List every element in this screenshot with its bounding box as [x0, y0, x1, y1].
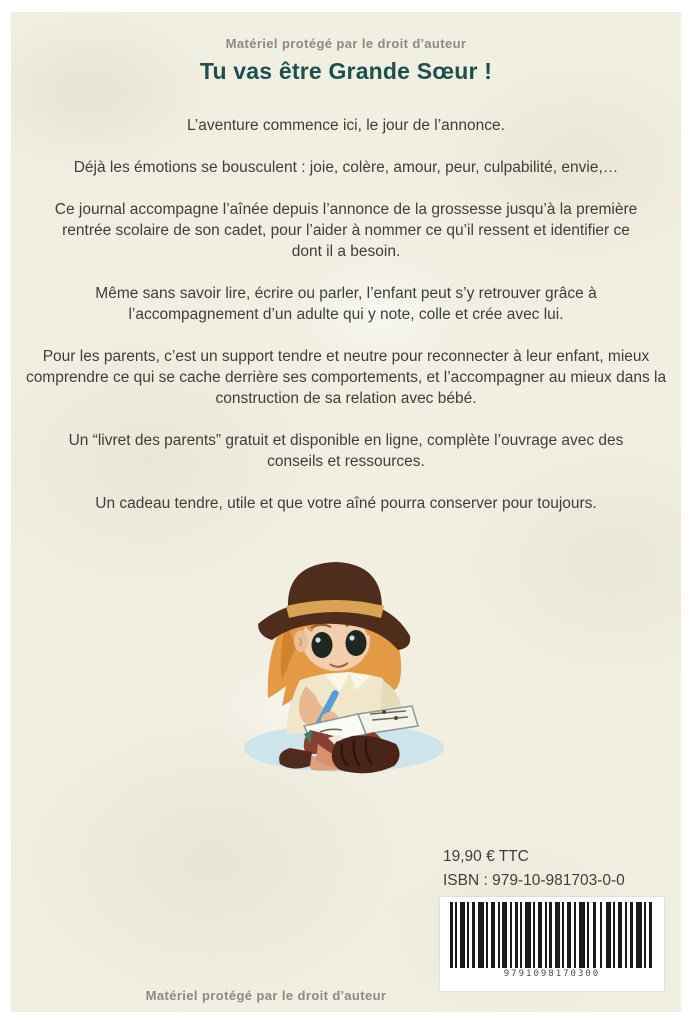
price: 19,90 € TTC — [443, 848, 529, 865]
paragraph-intro: L’aventure commence ici, le jour de l’annonce. — [187, 117, 505, 134]
copyright-notice-bottom: Matériel protégé par le droit d'auteur — [145, 988, 387, 1003]
back-cover-text — [11, 115, 681, 514]
barcode — [440, 897, 664, 991]
paragraph-cadeau: Un cadeau tendre, utile et que votre aîné pourra conserver pour toujours. — [95, 495, 597, 512]
isbn: ISBN : 979-10-981703-0-0 — [443, 872, 625, 889]
paragraph-journal: Ce journal accompagne l’aînée depuis l’annonce de la grossesse jusqu’à la première rentrée scolaire de son cadet, pour l’aider à nommer ce qu’il ressent et identifier ce dont il a besoin. — [54, 201, 638, 260]
paragraph-livret: Un “livret des parents” gratuit et disponible en ligne, complète l’ouvrage avec des conseils et ressources. — [68, 432, 624, 470]
child-explorer-writing-illustration — [224, 548, 468, 776]
copyright-notice-top: Matériel protégé par le droit d'auteur — [225, 36, 467, 51]
barcode-bars-icon — [450, 902, 654, 968]
child-writing-icon — [224, 548, 468, 776]
paragraph-parents: Pour les parents, c’est un support tendre et neutre pour reconnecter à leur enfant, mieux comprendre ce qui se cache derrière ses comportements, et l’accompagner au mieux dans la construction de sa relation avec bébé. — [25, 348, 667, 407]
price-isbn-block — [443, 845, 625, 893]
book-title: Tu vas être Grande Sœur ! — [199, 58, 493, 84]
paragraph-accompagnement: Même sans savoir lire, écrire ou parler, l’enfant peut s’y retrouver grâce à l’accompagnement d’un adulte qui y note, colle et crée avec lui. — [95, 285, 597, 323]
paragraph-emotions: Déjà les émotions se bousculent : joie, colère, amour, peur, culpabilité, envie,… — [73, 159, 619, 176]
barcode-number: 9791098170300 — [503, 969, 601, 979]
book-back-cover — [11, 12, 681, 1012]
